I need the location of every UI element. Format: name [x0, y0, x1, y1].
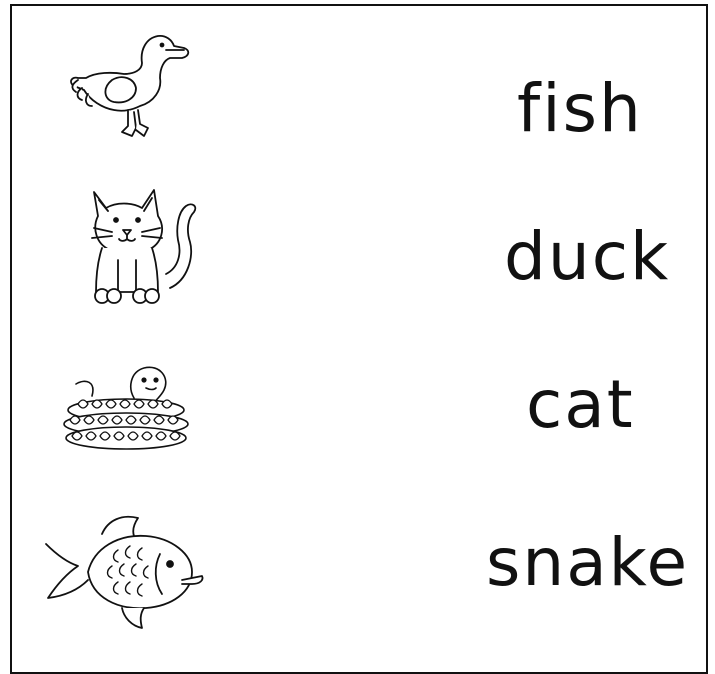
word-fish: fish	[517, 70, 643, 147]
fish-icon	[42, 514, 202, 634]
word-snake: snake	[486, 524, 690, 601]
word-cat: cat	[526, 366, 635, 443]
cat-icon	[82, 184, 212, 314]
duck-icon	[62, 28, 202, 148]
snake-icon	[56, 362, 196, 472]
worksheet-frame	[10, 4, 708, 674]
word-duck: duck	[504, 218, 671, 295]
